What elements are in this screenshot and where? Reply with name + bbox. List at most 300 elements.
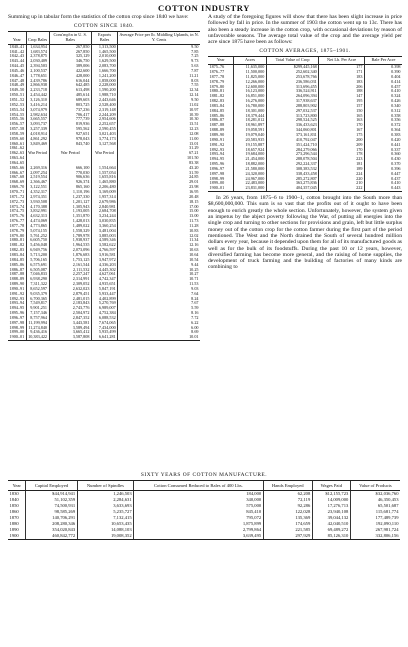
table-cell: 336,433,623 <box>266 123 318 128</box>
table-cell: 927,651 <box>49 132 91 137</box>
table-cell: 2,528,400 <box>91 103 117 108</box>
table-cell: 19,684,000 <box>234 152 266 157</box>
table-cell: 8,757,964 <box>26 316 49 321</box>
table-cell: War Period <box>91 151 117 156</box>
table-cell: 2,269,316 <box>26 166 49 171</box>
table-cell: 0.410 <box>364 181 402 186</box>
table-cell: 170 <box>319 123 365 128</box>
left-intro-paragraph: Summing up in tabular form the statistics of the cotton crop since 1840 we have: <box>8 14 189 20</box>
table-cell: 167 <box>319 128 365 133</box>
table-cell: 4,935,651 <box>91 282 117 287</box>
column-header: Total Value of Crop <box>266 57 318 65</box>
table-cell: 1866–67 <box>9 169 25 175</box>
table-cell: 1,957,314 <box>91 195 117 200</box>
cotton-manufacture-table <box>8 480 400 540</box>
table-cell: 11.53 <box>118 282 200 287</box>
table-cell: 1849–50 <box>9 87 25 93</box>
table-cell: 0.356 <box>364 118 402 123</box>
table-cell: 3,947,972 <box>91 258 117 263</box>
column-header: Year <box>8 481 26 491</box>
table-cell: 1861–62 <box>9 145 25 151</box>
table-cell: 2,679,986 <box>91 200 117 205</box>
table-cell: 2,394,503 <box>26 64 49 69</box>
table-cell: 308,383,532 <box>266 167 318 172</box>
table-cell: 1,246,503 <box>77 491 133 498</box>
table-cell: 51,102,359 <box>26 497 77 503</box>
table-cell: 1892–93 <box>209 146 225 152</box>
table-cell: 0.312 <box>364 109 402 114</box>
table-cell: 8.16 <box>118 311 200 316</box>
table-cell: 8.24 <box>118 297 200 302</box>
table-cell: 325,129 <box>49 54 91 59</box>
table-cell: 11.28 <box>118 224 200 229</box>
table-cell: 3,481,004 <box>91 229 117 234</box>
table-cell: 1889–90 <box>209 132 225 137</box>
table-cell: 422,600 <box>49 69 91 74</box>
table-cell: 1862–63 <box>9 150 25 156</box>
table-cell: 2,743,776 <box>49 306 91 311</box>
table-cell: 1875–76 <box>209 64 225 70</box>
table-cell: 12.34 <box>118 88 200 93</box>
table-cell: 220 <box>319 177 365 182</box>
column-header: Capital Employed <box>26 481 77 491</box>
table-cell: 1886–87 <box>209 117 225 123</box>
table-cell: $32,036,760 <box>350 491 400 498</box>
table-cell: 2,799,864 <box>134 527 264 533</box>
table-cell: 7.55 <box>118 83 200 88</box>
table-cell: 298,524,525 <box>266 118 318 123</box>
table-cell: 2,161,544 <box>49 263 91 268</box>
table-cell: 1863–64 <box>9 155 25 161</box>
table-cell: 0.370 <box>364 162 402 167</box>
table-cell: 147 <box>319 94 365 99</box>
table-cell: 140,706,291 <box>26 515 77 521</box>
table-cell: 23,831,000 <box>234 186 266 191</box>
table-cell: 67.21 <box>118 151 200 156</box>
table-cell: 3,832,991 <box>26 209 49 214</box>
table-cell: 65,501,687 <box>350 503 400 509</box>
table-cell: 351,424,710 <box>266 143 318 148</box>
table-cell: 10.63 <box>118 248 200 253</box>
table-cell: 1884–85 <box>209 107 225 113</box>
table-cell: 5,235,727 <box>77 509 133 515</box>
table-cell: 17,276,713 <box>312 503 350 509</box>
table-cell: 264,096,394 <box>266 94 318 99</box>
table-cell: 9,035,379 <box>26 292 49 297</box>
table-cell: 16,780,000 <box>234 104 266 109</box>
table-cell: 1895–96 <box>209 161 225 167</box>
table-cell: 1845–46 <box>9 67 25 73</box>
table-cell: 157 <box>319 104 365 109</box>
table-cell: 7.72 <box>118 316 200 321</box>
table-cell: 1,964,535 <box>49 243 91 248</box>
table-cell: 4,170,388 <box>26 205 49 210</box>
table-cell: 31.59 <box>118 171 200 176</box>
table-cell: 0.364 <box>364 128 402 133</box>
table-cell: 1846–47 <box>9 72 25 78</box>
table-cell: 206 <box>319 85 365 90</box>
table-cell: 85,126,310 <box>312 533 350 540</box>
table-cell: 2,684,708 <box>91 209 117 214</box>
table-cell: 1848–49 <box>9 82 25 88</box>
table-cell: 795,072 <box>134 515 264 521</box>
table-cell: 2,083,700 <box>91 64 117 69</box>
table-cell: 0.358 <box>364 114 402 119</box>
table-cell: 845,410 <box>134 509 264 515</box>
table-cell: 0.426 <box>364 99 402 104</box>
table-cell: 0.457 <box>364 85 402 90</box>
table-cell: 252,602,340 <box>266 70 318 75</box>
table-cell: 2,233,718 <box>26 88 49 93</box>
table-cell: 1,938,937 <box>49 238 91 243</box>
table-cell: War Period <box>49 151 91 156</box>
table-cell: 1880–81 <box>209 88 225 94</box>
table-cell: 1844–45 <box>9 63 25 69</box>
table-cell: 3,257,339 <box>26 127 49 132</box>
table-cell: 616,044 <box>49 79 91 84</box>
table-cell: 3,587,808 <box>49 335 91 340</box>
table-cell: 183 <box>319 75 365 80</box>
table-cell: 175 <box>319 133 365 138</box>
table-row <box>8 335 200 340</box>
table-cell: 11.34 <box>118 238 200 243</box>
table-cell: 0.414 <box>364 80 402 85</box>
table-cell: 770,030 <box>49 171 91 176</box>
table-cell: 1855–56 <box>9 116 25 122</box>
table-cell: 5,761,252 <box>26 234 49 239</box>
table-cell: 20.48 <box>118 195 200 200</box>
table-cell: 11.02 <box>118 103 200 108</box>
table-cell: 1900 <box>8 533 26 540</box>
table-cell: 7,549,817 <box>26 301 49 306</box>
table-cell: 7.67 <box>118 301 200 306</box>
table-cell: 39,044,132 <box>312 515 350 521</box>
table-cell: 1,629,500 <box>91 59 117 64</box>
table-cell: 18,882,000 <box>234 162 266 167</box>
table-cell: 221,585 <box>263 527 312 533</box>
table-cell: 1859–60 <box>9 135 25 141</box>
table-cell: 344,060,801 <box>266 128 318 133</box>
table-cell: 23,940,108 <box>312 509 350 515</box>
table-row <box>8 533 400 540</box>
table-cell: 189 <box>319 167 365 172</box>
table-cell: 1872–73 <box>9 198 25 204</box>
table-cell: 7,311,322 <box>26 282 49 287</box>
table-cell: 0.437 <box>364 177 402 182</box>
table-cell: 3,169,009 <box>91 190 117 195</box>
table-cell: 5,713,200 <box>26 253 49 258</box>
table-cell: 3,639,495 <box>134 533 264 540</box>
table-cell: 1898–99 <box>209 175 225 181</box>
table-cell: 1865–66 <box>9 164 25 170</box>
table-cell: 12,266,000 <box>234 80 266 85</box>
table-cell: 18,379,444 <box>234 114 266 119</box>
table-cell: 17.00 <box>118 205 200 210</box>
table-cell: 2,847,352 <box>49 316 91 321</box>
table-cell: 1840–41 <box>9 43 25 49</box>
table-cell: 11.73 <box>118 219 200 224</box>
table-cell: 1887–88 <box>9 271 25 277</box>
table-cell: 2,590,455 <box>91 127 117 132</box>
table-cell: 2,252,657 <box>91 122 117 127</box>
table-cell: 195 <box>319 99 365 104</box>
table-cell: 10.27 <box>118 272 200 277</box>
table-cell: 1897–98 <box>209 170 225 176</box>
table-cell: 92,286 <box>263 503 312 509</box>
table-cell: 6.00 <box>118 326 200 331</box>
table-cell: 0.443 <box>364 186 402 191</box>
table-cell: 689,603 <box>49 98 91 103</box>
bottom-section <box>8 472 400 540</box>
table-cell: 1,554,664 <box>91 166 117 171</box>
table-cell: 1895–96 <box>9 310 25 316</box>
table-cell: 2,504,972 <box>49 311 91 316</box>
table-cell: 16.95 <box>118 190 200 195</box>
table-cell: 1842–43 <box>9 53 25 59</box>
table-cell: 2,284,631 <box>77 497 133 503</box>
table-cell: 11,274,840 <box>26 326 49 331</box>
table-cell: 1,201,127 <box>49 200 91 205</box>
column-header: Average Price per lb. Middling Uplands, in N. Y. Cents <box>118 32 200 44</box>
table-cell: 10.25 <box>118 268 200 273</box>
table-cell: 1870 <box>9 515 19 520</box>
table-cell: $299,445,168 <box>266 65 318 70</box>
table-cell: 150 <box>319 109 365 114</box>
table-cell: 1885–86 <box>209 112 225 118</box>
table-cell: 6,949,756 <box>26 248 49 253</box>
table-cell: 14,088,103 <box>77 527 133 533</box>
table-cell: 10.83 <box>118 229 200 234</box>
table-cell: 1883–84 <box>209 102 225 108</box>
table-cell: 9.44 <box>118 263 200 268</box>
column-header: Net Lb. Per Acre <box>319 57 365 65</box>
table-cell: 31.29 <box>118 146 200 151</box>
table-cell: 18.15 <box>118 200 200 205</box>
right-table-heading: COTTON AVERAGES, 1875–1901. <box>259 48 351 55</box>
table-cell: 0.420 <box>364 138 402 143</box>
table-cell: 926,374 <box>49 180 91 185</box>
column-header: Value of Products <box>350 481 400 491</box>
table-cell: 0.372 <box>364 123 402 128</box>
column-header: Crop Bales <box>26 32 49 44</box>
table-cell: 11.00 <box>118 137 200 142</box>
table-cell: 7,132,415 <box>77 515 133 521</box>
table-cell: 285,272,807 <box>266 177 318 182</box>
table-cell: 72,119 <box>263 497 312 503</box>
table-cell: 906,636 <box>49 175 91 180</box>
table-cell: 12.23 <box>118 127 200 132</box>
table-cell: 1,351,870 <box>49 214 91 219</box>
table-cell: 1851–52 <box>9 96 25 102</box>
table-cell: 428,000 <box>49 74 91 79</box>
column-header: Exports Bales <box>91 32 117 44</box>
table-cell: 706,417 <box>49 113 91 118</box>
table-cell: 1867–68 <box>9 174 25 180</box>
table-cell: 2,111,532 <box>49 268 91 273</box>
table-cell: 2,879,451 <box>49 292 91 297</box>
table-cell: 6,505,087 <box>26 268 49 273</box>
table-cell: 1890–91 <box>209 136 225 142</box>
table-cell: 1894–95 <box>209 156 225 162</box>
cotton-averages-table <box>208 56 402 192</box>
table-cell: 0.340 <box>364 104 402 109</box>
bottom-table-heading: SIXTY YEARS OF COTTON MANUFACTURE. <box>140 472 268 478</box>
table-cell: 4,402,899 <box>91 297 117 302</box>
table-cell: 1,789,978 <box>49 234 91 239</box>
table-cell: 1877–78 <box>9 222 25 228</box>
table-cell: 777,739 <box>49 117 91 122</box>
table-cell: 18,657,924 <box>234 148 266 153</box>
table-cell: 1,753,125 <box>49 258 91 263</box>
table-cell: 2,030,409 <box>26 59 49 64</box>
table-cell: 135,369 <box>263 515 312 521</box>
table-cell: 6.22 <box>118 321 200 326</box>
table-cell: 1898–99 <box>9 324 25 330</box>
table-cell: 5,847,191 <box>91 287 117 292</box>
table-cell: 2,481,015 <box>49 297 91 302</box>
table-cell: 2,010,000 <box>91 54 117 59</box>
table-cell: 101.50 <box>118 156 200 161</box>
table-cell: 12,600,000 <box>234 85 266 90</box>
table-cell: 210 <box>319 181 365 186</box>
table-cell: 1,655,816 <box>91 175 117 180</box>
table-cell: 273,296,544 <box>266 152 318 157</box>
table-cell: 2,183,843 <box>49 301 91 306</box>
table-cell: 2,519,554 <box>26 175 49 180</box>
table-cell: 1,241,200 <box>91 74 117 79</box>
table-cell: 485,614 <box>49 93 91 98</box>
table-cell: 1,858,000 <box>91 79 117 84</box>
table-cell: 165 <box>319 114 365 119</box>
table-cell: 4,589,346 <box>91 238 117 243</box>
table-cell: 7.85 <box>118 50 200 55</box>
table-cell: 1881–82 <box>209 93 225 99</box>
table-cell: 1894–95 <box>9 305 25 311</box>
table-cell: 1883–84 <box>9 251 25 257</box>
table-cell: 1,875,899 <box>134 521 264 527</box>
table-cell: 5.63 <box>118 64 200 69</box>
table-cell: 7,434,000 <box>91 326 117 331</box>
table-cell: 209 <box>319 143 365 148</box>
right-column <box>208 14 402 271</box>
table-cell: 1,465,500 <box>91 50 117 55</box>
table-cell: 11,199,994 <box>26 321 49 326</box>
table-cell: 1,557,054 <box>91 171 117 176</box>
table-cell: 1900–01 <box>9 334 25 340</box>
table-cell: 0.360 <box>364 152 402 157</box>
table-cell: 177,489,739 <box>350 515 400 521</box>
table-cell: 613,498 <box>49 88 91 93</box>
table-cell: 1892–93 <box>9 295 25 301</box>
table-cell: 14,009,000 <box>312 497 350 503</box>
table-cell: 1879–80 <box>209 83 225 89</box>
table-cell: 1882–83 <box>9 247 25 253</box>
table-cell: 1,193,005 <box>49 209 91 214</box>
table-cell: 192,090,110 <box>350 521 400 527</box>
table-cell: 163 <box>319 118 365 123</box>
table-cell: 2,228,000 <box>91 83 117 88</box>
table-cell: 8.69 <box>118 330 200 335</box>
table-cell: 224 <box>319 172 365 177</box>
table-cell: 4,474,069 <box>26 219 49 224</box>
table-cell: 1,313,500 <box>91 44 117 49</box>
table-cell: 2,840,981 <box>91 205 117 210</box>
table-cell: 10.71 <box>118 277 200 282</box>
table-cell: 460,842,772 <box>26 533 77 540</box>
table-cell: 177 <box>319 65 365 70</box>
table-cell: 313,723,800 <box>266 114 318 119</box>
table-cell: 1891–92 <box>209 141 225 147</box>
table-cell: 62,208 <box>263 491 312 498</box>
table-cell: 208,280,346 <box>26 521 77 527</box>
table-cell: 11,500,000 <box>234 70 266 75</box>
table-cell: 1882–83 <box>209 98 225 104</box>
table-cell: 12.16 <box>118 243 200 248</box>
table-cell: 223 <box>319 157 365 162</box>
table-cell: 843,740 <box>49 142 91 147</box>
table-cell: 4,766,597 <box>91 248 117 253</box>
table-cell: 4,742,347 <box>91 277 117 282</box>
table-cell: 13.51 <box>118 122 200 127</box>
table-cell: 0.396 <box>364 167 402 172</box>
table-cell: 9,436,416 <box>26 330 49 335</box>
table-cell: 1881–82 <box>9 242 25 248</box>
table-cell: 178 <box>319 152 365 157</box>
table-cell: 43.20 <box>118 166 200 171</box>
table-cell: 404,357,045 <box>266 186 318 191</box>
table-cell: 3,849,469 <box>26 142 49 147</box>
table-cell: 4,752,384 <box>91 311 117 316</box>
table-cell: 10.97 <box>118 108 200 113</box>
table-cell: 297,929 <box>263 533 312 540</box>
column-header: Cons'mp'tn in U. S. Bales <box>49 32 91 44</box>
table-cell: 267,981,724 <box>350 527 400 533</box>
table-cell: 2,097,254 <box>26 171 49 176</box>
table-cell: 2,257,247 <box>49 272 91 277</box>
table-cell: 115,681,774 <box>350 509 400 515</box>
table-cell: 9.50 <box>118 98 200 103</box>
column-header: Year <box>208 57 234 65</box>
table-cell: 19,058,591 <box>234 128 266 133</box>
table-cell: 1850 <box>9 503 19 508</box>
table-cell: 24,320,000 <box>234 172 266 177</box>
table-cell: 410,792,047 <box>266 138 318 143</box>
table-cell: 1879–80 <box>9 232 25 238</box>
table-cell: 6,700,365 <box>26 297 49 302</box>
table-cell: 354,020,843 <box>26 527 77 533</box>
table-cell: 0.430 <box>364 157 402 162</box>
table-cell: 2,206,480 <box>91 185 117 190</box>
table-cell: 1876–77 <box>9 218 25 224</box>
table-cell: 6,605,750 <box>26 238 49 243</box>
table-cell: 1,988,710 <box>91 93 117 98</box>
table-cell: 2,378,875 <box>26 54 49 59</box>
table-cell: 10,383,422 <box>26 335 49 340</box>
cotton-since-1840-table <box>8 31 200 341</box>
table-cell: 1860 <box>9 509 19 514</box>
table-cell: 0.324 <box>364 94 402 99</box>
table-cell: 1900–01 <box>208 186 234 191</box>
table-cell: 1877–78 <box>209 73 225 79</box>
table-cell: 9.03 <box>118 287 200 292</box>
table-cell: 0.410 <box>364 89 402 94</box>
table-cell: 11,635,000 <box>234 65 266 70</box>
table-cell: 1,489,022 <box>49 224 91 229</box>
table-cell: 253,678,766 <box>266 75 318 80</box>
table-cell: 1860–61 <box>9 140 25 146</box>
table-cell: 1893–94 <box>209 151 225 157</box>
table-cell: 1856–57 <box>9 121 25 127</box>
